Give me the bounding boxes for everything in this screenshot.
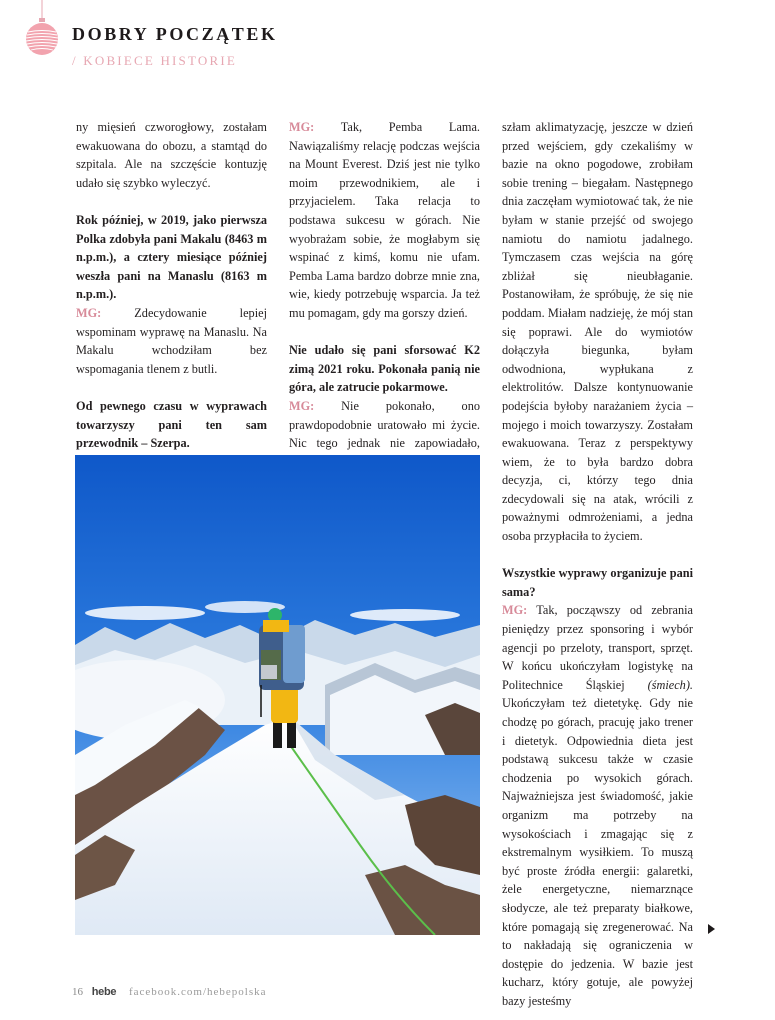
aside-text: (śmiech). <box>647 677 693 692</box>
triangle-right-icon <box>708 924 715 934</box>
interview-question: Od pewnego czasu w wyprawach towarzyszy pani ten sam przewodnik – Szerpa. <box>76 398 267 451</box>
mountain-scene-illustration <box>75 455 480 935</box>
article-column-1 <box>76 118 267 453</box>
interview-answer <box>289 118 480 323</box>
page-footer <box>72 986 267 998</box>
paragraph: ny mięsień czworogłowy, zostałam ewakuowana do obozu, a stamtąd do szpitala. Ale na szczęście kontuzję udało się szybko wyleczyć. <box>76 120 267 190</box>
article-column-2 <box>289 118 480 471</box>
interview-question: Wszystkie wyprawy organizuje pani sama? <box>502 566 693 599</box>
answer-text: Tak, Pemba Lama. Nawiązaliśmy relację podczas wejścia na Mount Everest. Dziś jest nie tylko moim przewodnikiem, ale i przyjacielem. Taka relacja to podstawa sukcesu w górach. Nie wyobrażam sobie, że mogłabym się wspinać z kimś, komu nie ufam. Pemba Lama bardzo dobrze mnie zna, wie, kiedy potrzebuję wsparcia. Ja też mu pomagam, gdy ma gorszy dzień. <box>289 120 480 320</box>
social-link: facebook.com/hebepolska <box>128 986 267 998</box>
answer-text: Nie pokonało, ono prawdopodobnie uratowało mi życie. Nic tego jednak nie zapowiadało, <box>289 398 480 451</box>
interview-question: Nie udało się pani sforsować K2 zimą 2021 roku. Pokonała panią nie góra, ale zatrucie pokarmowe. <box>289 343 480 395</box>
speaker-label: MG: <box>502 603 528 618</box>
answer-text: Zdecydowanie lepiej wspominam wyprawę na Manaslu. Na Makalu wchodziłam bez wspomagania tlenem z butli. <box>76 305 267 376</box>
speaker-label: MG: <box>289 398 315 413</box>
interview-question: Rok później, w 2019, jako pierwsza Polka zdobyła pani Makalu (8463 m n.p.m.), a cztery miesiące później weszła pani na Manaslu (8163 m n.p.m.). <box>76 212 267 302</box>
christmas-bauble-icon <box>24 0 60 60</box>
speaker-label: MG: <box>289 120 315 134</box>
climber-photo <box>75 455 480 935</box>
answer-text: Ukończyłam też dietetykę. Gdy nie chodzę po górach, pracuję jako trener i dietetyk. Odpowiednia dieta jest podstawą sukcesu także w czasie chodzenia po wysokich górach. Najważniejsza jest świadomość, jakie organizm ma potrzeby na wysokościach i zmagając się z ekstremalnym wysiłkiem. To muszą być proste źródła energii: galaretki, żele energetyczne, niemarznące słodycze, ale też preparaty białkowe, które pomagają się zregenerować. Na to nakładają się ograniczenia w dostępie do jedzenia. W bazie jest kucharz, który gotuje, ale powyżej bazy jesteśmy <box>502 696 693 1008</box>
paragraph: szłam aklimatyzację, jeszcze w dzień przed wejściem, gdy czekaliśmy w bazie na okno pogodowe, zrobiłam sobie trening – biegałam. Następnego dnia zaczęłam wymiotować tak, że nie byłam w stanie przejść od swojego namiotu do namiotu jadalnego. Tymczasem czas wejścia na górę zbliżał się nieubłaganie. Postanowiłam, że spróbuję, że się nie poddam. Miałam nadzieję, że mój stan się poprawi. Ale do wymiotów dołączyła biegunka, byłam odwodniona, wypłukana z elektrolitów. Dalsze kontynuowanie podejścia byłoby narażaniem życia – mojego i moich towarzyszy. Zostałam ewakuowana. Teraz z perspektywy wiem, że to była bardzo dobra decyzja, ci, którzy tego dnia zdecydowali się na atak, wrócili z poważnymi odmrożeniami, a jedna osoba przypłaciła to życiem. <box>502 120 693 544</box>
interview-answer <box>502 601 693 1010</box>
section-subtitle: / KOBIECE HISTORIE <box>72 53 238 68</box>
page-number: 16 <box>72 986 83 998</box>
answer-text: Tak, począwszy od zebrania pieniędzy przez sponsoring i wybór agencji po przeloty, transport, sprzęt. W końcu ukończyłam logistykę na Politechnice Śląskiej <box>502 603 693 692</box>
speaker-label: MG: <box>76 305 102 320</box>
brand-logo: hebe <box>91 986 117 998</box>
section-title: DOBRY POCZĄTEK <box>72 24 278 44</box>
interview-answer <box>76 304 267 378</box>
article-column-3 <box>502 118 693 1011</box>
